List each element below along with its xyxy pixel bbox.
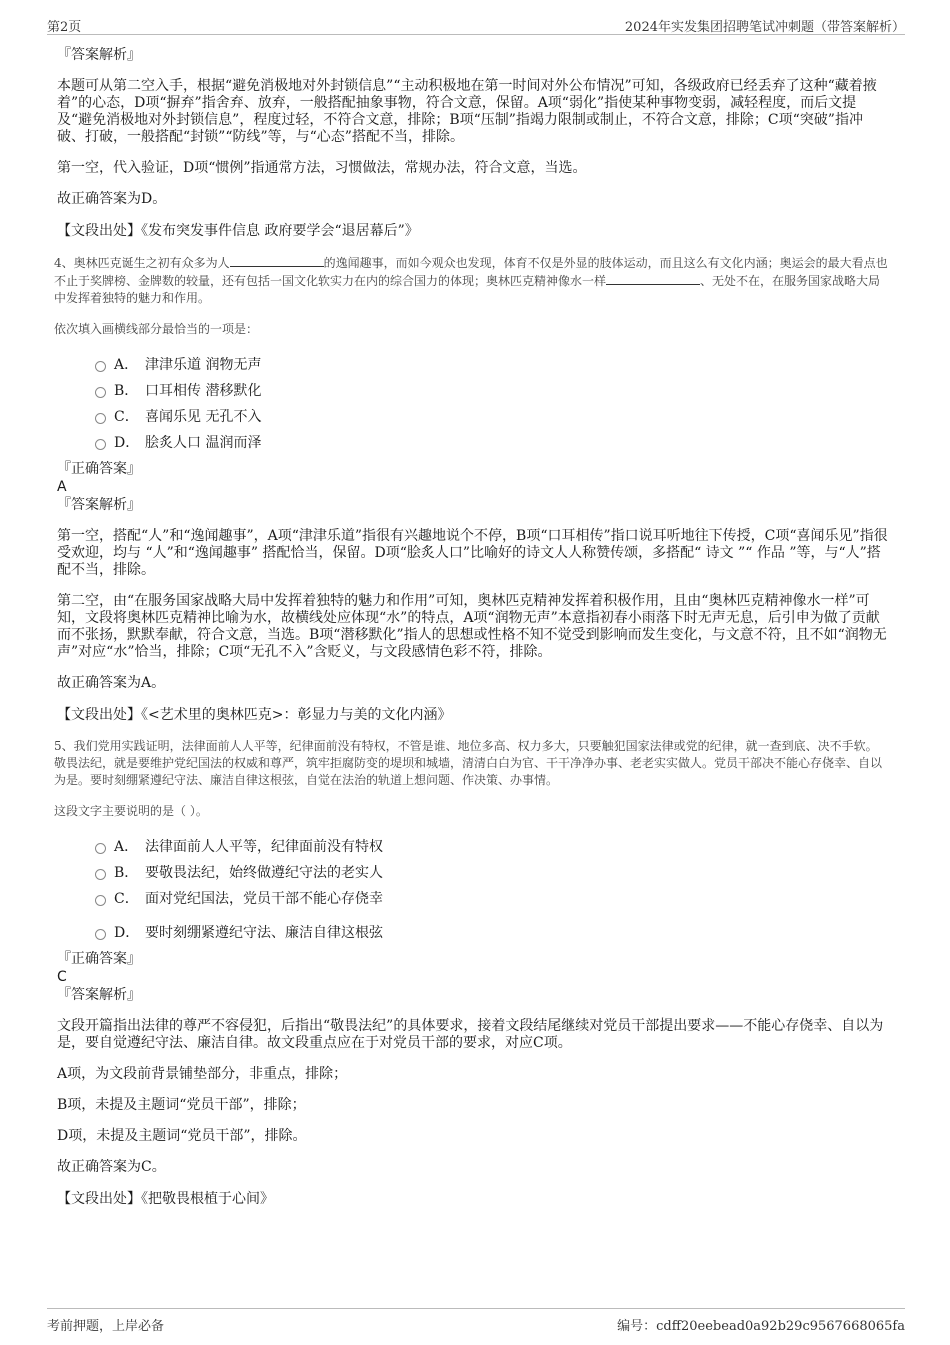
q5-option-b[interactable] [95,864,888,882]
option-text: 津津乐道 润物无声 [145,357,262,373]
option-text: 口耳相传 潜移默化 [145,383,262,399]
page-content [54,46,888,1208]
q5-prompt: 这段文字主要说明的是（ ）。 [54,804,208,818]
radio-icon[interactable] [95,895,106,906]
page-number: 第2页 [47,20,82,35]
q4-options [95,356,888,452]
option-text: 面对党纪国法，党员干部不能心存侥幸 [145,891,383,907]
q3-analysis-paragraph-1: 本题可从第二空入手，根据“避免消极地对外封锁信息”“主动积极地在第一时间对外公布情况”可知，各级政府已经丢弃了这种“藏着掖着”的心态，D项“摒弃”指舍弃、放弃，一般搭配抽象事物，符合文意，保留。A项“弱化”指使某种事物变弱，减轻程度，而后文提及“避免消极地对外封锁信息”，程度过轻，不符合文意，排除；B项“压制”指竭力限制或制止，不符合文意，排除；C项“突破”指冲破、打破，一般搭配“封锁”“防线”等，与“心态”搭配不当，排除。 [57,78,877,145]
radio-icon[interactable] [95,869,106,880]
option-text: 要敬畏法纪，始终做遵纪守法的老实人 [145,865,383,881]
option-letter: D． [114,925,140,941]
q4-stem-part-3: 、无处不在，在服务国家战略大局中发挥着独特的魅力和作用。 [54,274,881,305]
q4-blank-2 [606,272,700,285]
radio-icon[interactable] [95,929,106,940]
q4-stem-part-2: 的逸闻趣事，而如今观众也发现，体育不仅是外显的肢体运动，而且这么有文化内涵；奥运会的最大看点也不止于奖牌榜、金牌数的较量，还有包括一国文化软实力在内的综合国力的体现；奥林匹克精神像水一样 [54,256,888,288]
option-text: 喜闻乐见 无孔不入 [145,409,262,425]
q4-blank-1 [230,254,324,267]
q4-analysis-paragraph-2: 第二空，由“在服务国家战略大局中发挥着独特的魅力和作用”可知，奥林匹克精神发挥着积极作用，且由“奥林匹克精神像水一样”可知，文段将奥林匹克精神比喻为水，故横线处应体现“水”的特点，A项“润物无声”本意指初春小雨落下时无声无息，后引申为做了贡献而不张扬，默默奉献，符合文意，当选。B项“潜移默化”指人的思想或性格不知不觉受到影响而发生变化，与文意不符，且不如“润物无声”对应“水”恰当，排除；C项“无孔不入”含贬义，与文段感情色彩不符，排除。 [57,593,887,660]
q4-conclusion: 故正确答案为A。 [57,675,166,691]
q4-source: 【文段出处】《<艺术里的奥林匹克>：彰显力与美的文化内涵》 [57,707,452,723]
q5-stem: 5、我们党用实践证明，法律面前人人平等，纪律面前没有特权，不管是谁、地位多高、权力多大，只要触犯国家法律或党的纪律，就一查到底、决不手软。敬畏法纪，就是要维护党纪国法的权威和尊严，筑牢拒腐防变的堤坝和城墙，清清白白为官、干干净净办事、老老实实做人。党员干部决不能心存侥幸、自以为是。要时刻绷紧遵纪守法、廉洁自律这根弦，自觉在法治的轨道上想问题、作决策、办事情。 [54,739,883,787]
q4-prompt: 依次填入画横线部分最恰当的一项是： [54,322,259,336]
q5-analysis-heading: 『答案解析』 [57,987,141,1003]
option-letter: C． [114,891,139,907]
q5-conclusion: 故正确答案为C。 [57,1159,166,1175]
q5-answer: C [57,969,67,985]
q4-analysis-paragraph-1: 第一空，搭配“人”和“逸闻趣事”，A项“津津乐道”指很有兴趣地说个不停，B项“口耳相传”指口说耳听地往下传授，C项“喜闻乐见”指很受欢迎，均与 “人”和“逸闻趣事” 搭配恰当，保留。D项“脍炙人口”比喻好的诗文人人称赞传颂，多搭配“ 诗文 ”“ 作品 ”等，与“人”搭配不当，排除。 [57,528,888,578]
q5-analysis-option-d: D项，未提及主题词“党员干部”，排除。 [57,1128,307,1144]
option-letter: A． [114,839,139,855]
q4-stem [54,254,888,307]
q3-source: 【文段出处】《发布突发事件信息 政府要学会“退居幕后”》 [57,223,419,239]
document-code: 编号：cdff20eebead0a92b29c9567668065fa [617,1319,905,1334]
q5-analysis-option-a: A项，为文段前背景铺垫部分，非重点，排除； [57,1066,348,1082]
document-title: 2024年实发集团招聘笔试冲刺题（带答案解析） [624,20,905,35]
option-text: 法律面前人人平等，纪律面前没有特权 [145,839,383,855]
radio-icon[interactable] [95,387,106,398]
q4-stem-part-1: 4、奥林匹克诞生之初有众多为人 [54,256,230,270]
radio-icon[interactable] [95,413,106,424]
q5-source: 【文段出处】《把敬畏根植于心间》 [57,1191,274,1207]
option-letter: B． [114,383,139,399]
q5-option-d[interactable] [95,924,888,942]
q4-option-c[interactable] [95,408,888,426]
q4-option-a[interactable] [95,356,888,374]
option-letter: B． [114,865,139,881]
q4-answer: A [57,479,67,495]
option-text: 要时刻绷紧遵纪守法、廉洁自律这根弦 [145,925,383,941]
q5-option-a[interactable] [95,838,888,856]
q5-answer-heading: 『正确答案』 [57,951,141,967]
q3-analysis-paragraph-2: 第一空，代入验证，D项“惯例”指通常方法，习惯做法，常规办法，符合文意，当选。 [57,160,587,176]
q4-option-d[interactable] [95,434,888,452]
radio-icon[interactable] [95,361,106,372]
q4-analysis-heading: 『答案解析』 [57,497,141,513]
q5-options [95,838,888,942]
radio-icon[interactable] [95,843,106,854]
page-footer [47,1308,905,1337]
q3-conclusion: 故正确答案为D。 [57,191,167,207]
option-letter: D． [114,435,140,451]
q3-analysis-heading: 『答案解析』 [57,47,141,63]
option-letter: A． [114,357,139,373]
footer-slogan: 考前押题，上岸必备 [47,1319,165,1334]
option-letter: C． [114,409,139,425]
q4-answer-heading: 『正确答案』 [57,461,141,477]
q4-option-b[interactable] [95,382,888,400]
q5-analysis-paragraph-1: 文段开篇指出法律的尊严不容侵犯，后指出“敬畏法纪”的具体要求，接着文段结尾继续对党员干部提出要求——不能心存侥幸、自以为是，要自觉遵纪守法、廉洁自律。故文段重点应在于对党员干部的要求，对应C项。 [57,1018,884,1051]
q5-option-c[interactable] [95,890,888,908]
radio-icon[interactable] [95,439,106,450]
page-header [47,10,905,35]
q5-analysis-option-b: B项，未提及主题词“党员干部”，排除； [57,1097,306,1113]
option-text: 脍炙人口 温润而泽 [145,435,262,451]
